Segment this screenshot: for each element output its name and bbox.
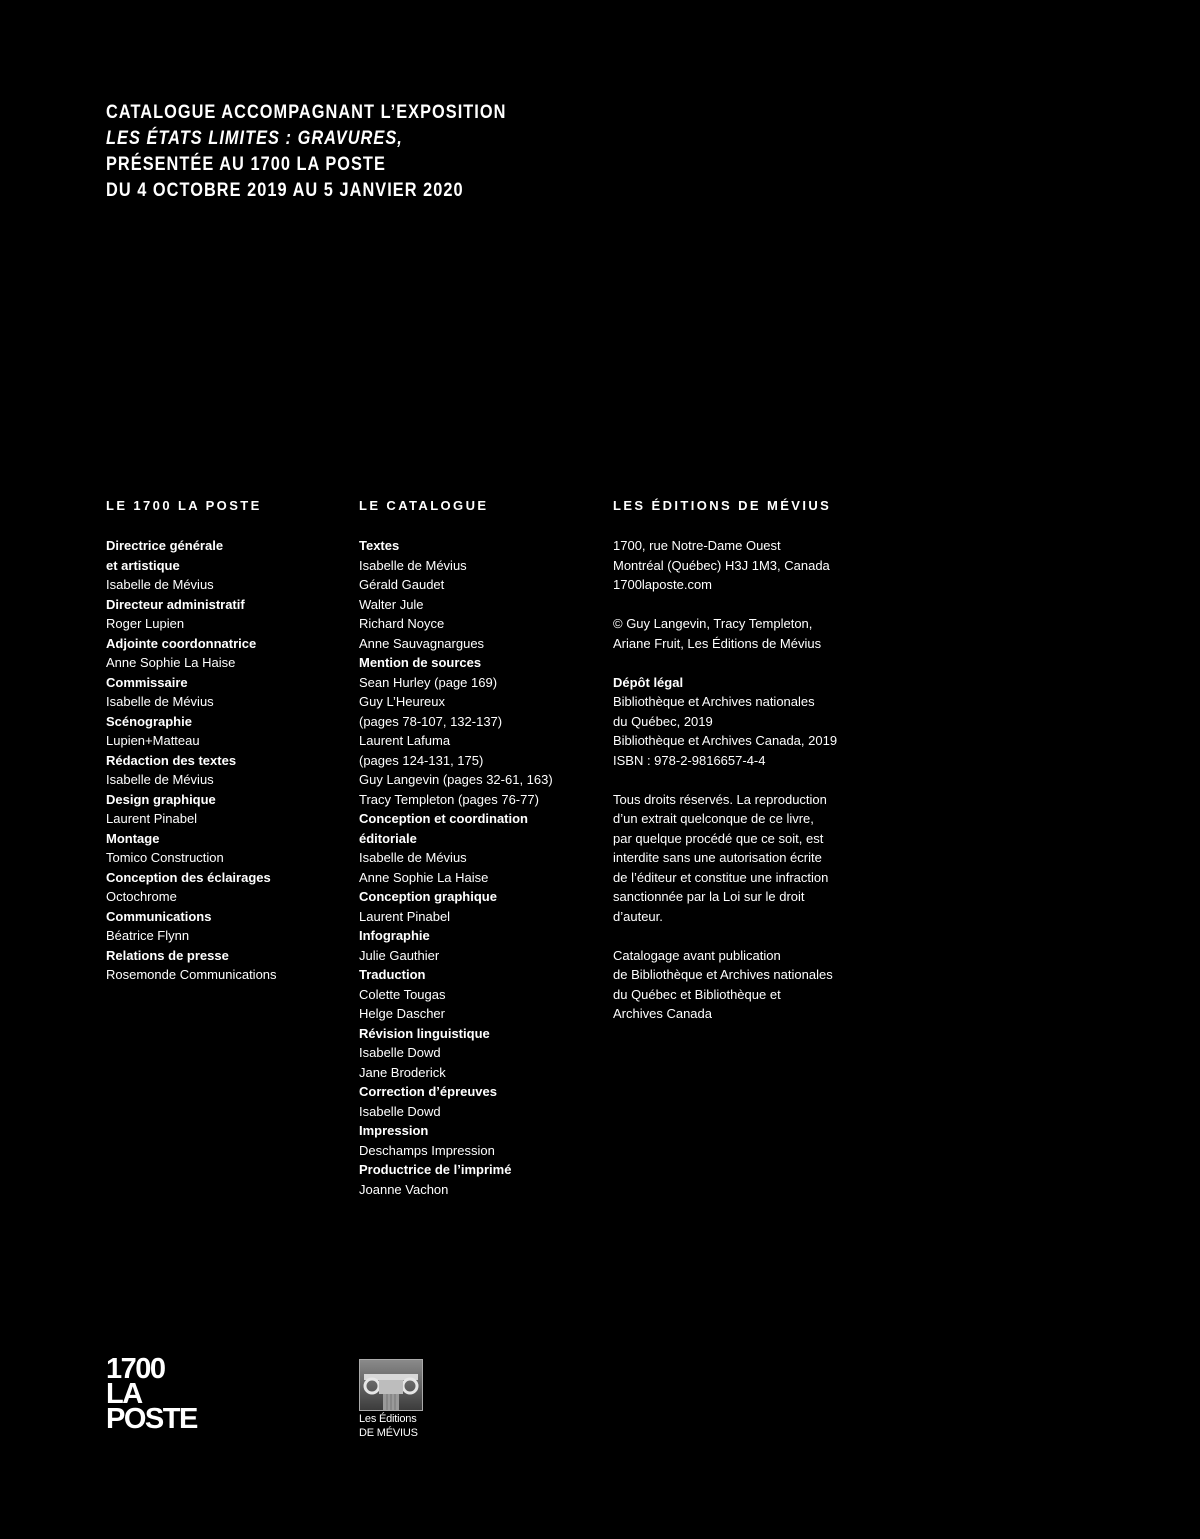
credit-role: éditoriale	[359, 830, 417, 846]
credit-role: Directeur administratif	[106, 596, 245, 612]
info-line: d’auteur.	[613, 908, 663, 924]
credit-name: Octochrome	[106, 889, 177, 904]
info-line: Bibliothèque et Archives nationales	[613, 694, 815, 709]
info-line: 1700laposte.com	[613, 577, 713, 592]
credit-name: Isabelle de Mévius	[106, 772, 214, 787]
credit-name: Walter Jule	[359, 596, 424, 612]
logo-text: Les Éditions	[359, 1413, 417, 1425]
info-line: Tous droits réservés. La reproduction	[613, 791, 827, 807]
info-line: Ariane Fruit, Les Éditions de Mévius	[613, 635, 822, 651]
credit-role: Rédaction des textes	[106, 752, 237, 768]
credit-role: Impression	[359, 1123, 429, 1138]
info-line: ISBN : 978-2-9816657-4-4	[613, 752, 766, 768]
info-line: du Québec, 2019	[613, 713, 713, 729]
column-editions-de-mevius	[613, 497, 873, 1024]
credit-role: et artistique	[106, 557, 180, 573]
credit-name: Lupien+Matteau	[106, 733, 200, 748]
info-line: Bibliothèque et Archives Canada, 2019	[613, 733, 838, 748]
credit-role: Commissaire	[106, 674, 188, 690]
info-line: de Bibliothèque et Archives nationales	[613, 967, 833, 982]
publisher-info	[613, 536, 873, 1024]
credit-name: Tracy Templeton (pages 76-77)	[359, 791, 539, 807]
column-1700-la-poste	[106, 497, 356, 985]
credit-name: Jane Broderick	[359, 1064, 446, 1080]
info-line: Archives Canada	[613, 1006, 712, 1021]
info-line: du Québec et Bibliothèque et	[613, 986, 781, 1002]
credit-role: Conception et coordination	[359, 811, 528, 826]
info-line: par quelque procédé que ce soit, est	[613, 830, 824, 846]
credit-role: Relations de presse	[106, 947, 229, 963]
credit-name: Anne Sauvagnargues	[359, 635, 485, 651]
credit-role: Scénographie	[106, 713, 192, 729]
credit-name: Béatrice Flynn	[106, 928, 190, 943]
info-line: © Guy Langevin, Tracy Templeton,	[613, 616, 813, 631]
intro-exhibition-title: LES ÉTATS LIMITES : GRAVURES,	[106, 128, 403, 149]
credit-name: Roger Lupien	[106, 616, 185, 631]
column-title: LE 1700 LA POSTE	[106, 498, 262, 513]
credit-name: Richard Noyce	[359, 616, 445, 631]
credit-role: Traduction	[359, 967, 426, 982]
credit-name: Anne Sophie La Haise	[359, 869, 489, 885]
credit-role: Révision linguistique	[359, 1025, 490, 1041]
credit-role: Dépôt légal	[613, 674, 684, 690]
credit-role: Mention de sources	[359, 655, 482, 670]
logo-text: DE MÉVIUS	[359, 1427, 418, 1439]
credit-name: Isabelle de Mévius	[359, 557, 467, 573]
logo-text: 1700	[106, 1353, 165, 1385]
credit-role: Productrice de l’imprimé	[359, 1162, 512, 1177]
logo-text: POSTE	[106, 1403, 197, 1435]
credit-name: Isabelle Dowd	[359, 1103, 441, 1119]
credit-role: Correction d’épreuves	[359, 1084, 497, 1099]
credit-name: Colette Tougas	[359, 986, 446, 1002]
credit-name: Isabelle de Mévius	[106, 694, 214, 709]
logo-text: LA	[106, 1378, 142, 1410]
credit-role: Textes	[359, 538, 400, 553]
credit-name: (pages 78-107, 132-137)	[359, 713, 503, 729]
credit-name: Rosemonde Communications	[106, 967, 277, 982]
credit-name: Isabelle de Mévius	[106, 577, 214, 592]
credits-list	[359, 536, 609, 1199]
credits-list	[106, 536, 356, 985]
info-line: Montréal (Québec) H3J 1M3, Canada	[613, 557, 830, 573]
column-capital-icon	[359, 1359, 423, 1411]
credit-role: Infographie	[359, 928, 430, 943]
credit-name: Laurent Pinabel	[106, 811, 198, 826]
intro-dates: DU 4 OCTOBRE 2019 AU 5 JANVIER 2020	[106, 180, 464, 201]
credit-role: Communications	[106, 908, 212, 924]
info-line: sanctionnée par la Loi sur le droit	[613, 889, 805, 904]
credit-name: Guy L’Heureux	[359, 694, 445, 709]
credit-name: Deschamps Impression	[359, 1142, 495, 1158]
column-title: LES ÉDITIONS DE MÉVIUS	[613, 498, 832, 513]
credit-role: Conception graphique	[359, 889, 497, 904]
logo-1700-la-poste	[106, 1353, 197, 1435]
logo-editions-de-mevius	[359, 1359, 423, 1439]
credit-name: Anne Sophie La Haise	[106, 655, 236, 670]
credit-name: Laurent Lafuma	[359, 733, 451, 748]
column-title: LE CATALOGUE	[359, 498, 489, 513]
info-line: de l’éditeur et constitue une infraction	[613, 869, 829, 885]
credit-name: Julie Gauthier	[359, 947, 440, 963]
info-line: 1700, rue Notre-Dame Ouest	[613, 538, 781, 553]
intro-line-3: PRÉSENTÉE AU 1700 LA POSTE	[106, 154, 386, 175]
credit-role: Adjointe coordonnatrice	[106, 635, 257, 651]
info-line: Catalogage avant publication	[613, 947, 781, 963]
intro-line-1: CATALOGUE ACCOMPAGNANT L’EXPOSITION	[106, 102, 507, 123]
credit-name: (pages 124-131, 175)	[359, 752, 484, 768]
credit-name: Isabelle Dowd	[359, 1045, 441, 1060]
info-line: d’un extrait quelconque de ce livre,	[613, 811, 814, 826]
credit-role: Directrice générale	[106, 538, 224, 553]
spacer	[613, 595, 873, 615]
credit-role: Design graphique	[106, 791, 216, 807]
credit-role: Conception des éclairages	[106, 869, 271, 885]
credit-role: Montage	[106, 830, 160, 846]
credit-name: Laurent Pinabel	[359, 908, 451, 924]
credit-name: Joanne Vachon	[359, 1181, 449, 1197]
column-le-catalogue	[359, 497, 609, 1199]
catalogue-intro	[106, 100, 506, 204]
spacer	[613, 926, 873, 946]
credit-name: Guy Langevin (pages 32-61, 163)	[359, 772, 553, 787]
credit-name: Tomico Construction	[106, 850, 224, 865]
credit-name: Sean Hurley (page 169)	[359, 674, 498, 690]
credit-name: Isabelle de Mévius	[359, 850, 467, 865]
credit-name: Helge Dascher	[359, 1006, 445, 1021]
credit-name: Gérald Gaudet	[359, 577, 445, 592]
info-line: interdite sans une autorisation écrite	[613, 850, 822, 865]
spacer	[613, 653, 873, 673]
spacer	[613, 770, 873, 790]
